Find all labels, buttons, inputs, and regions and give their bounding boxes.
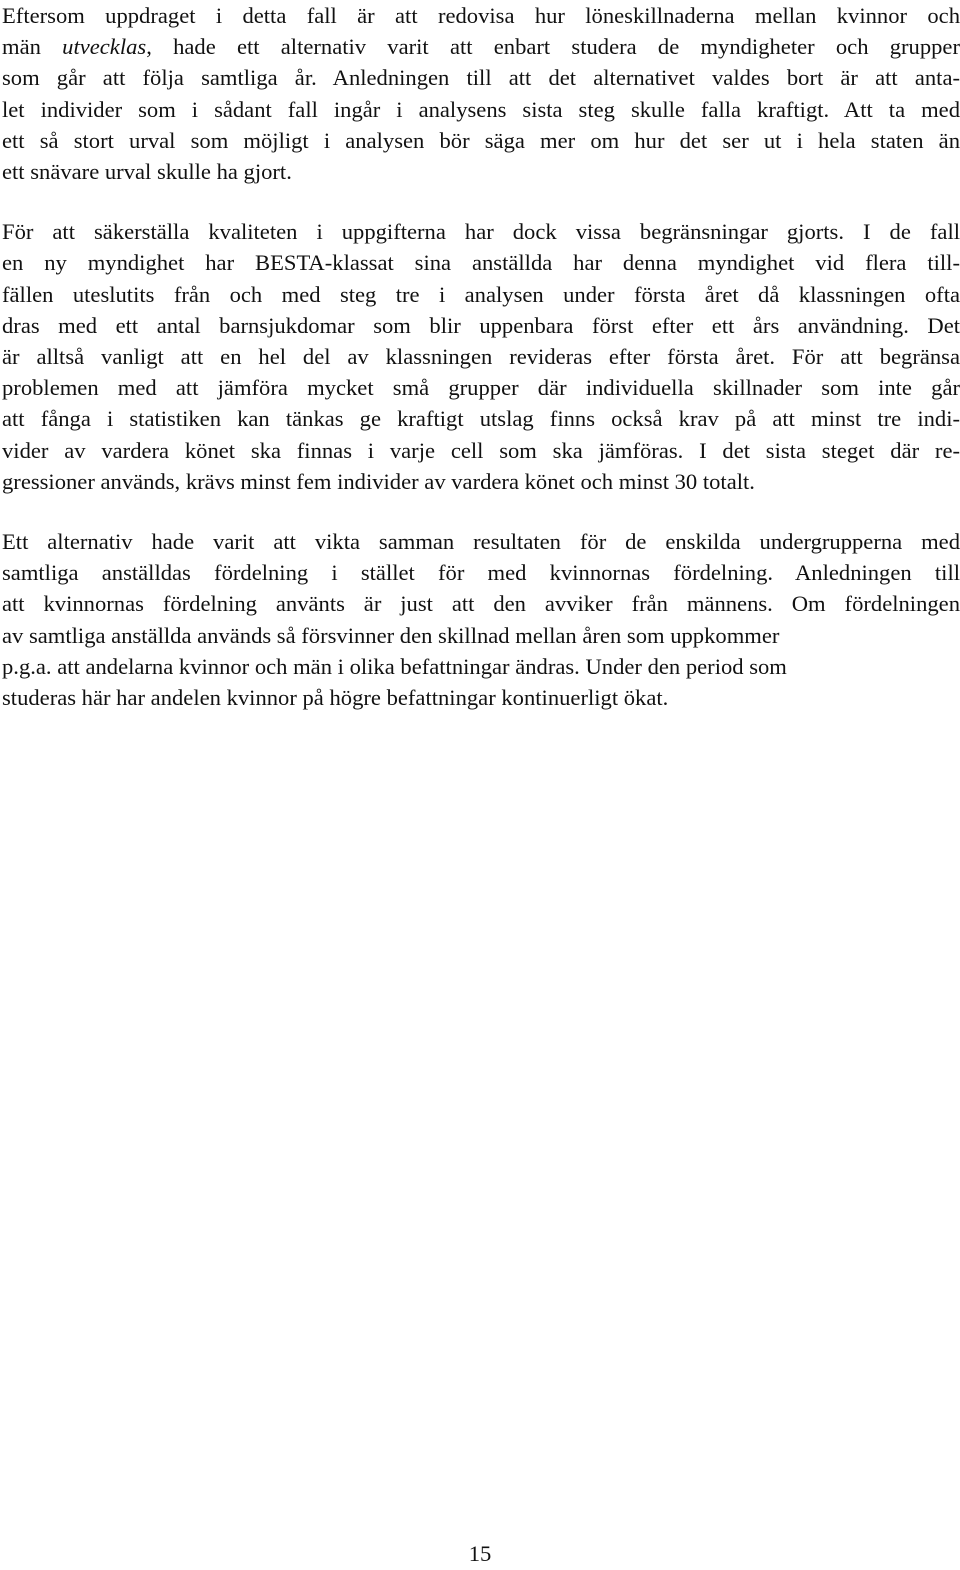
text-segment: som går att följa samtliga år. Anledningen till att det alternativet valdes bort är att anta- [2,65,960,91]
text-line [2,62,960,93]
text-segment: av samtliga anställda används så försvinner den skillnad mellan åren som uppkommer [2,622,780,648]
text-segment: män [2,34,63,60]
text-line [2,125,960,156]
text-line [2,0,960,31]
text-line [2,620,960,651]
text-line [2,526,960,557]
text-segment: problemen med att jämföra mycket små grupper där individuella skillnader som inte går [2,375,960,401]
text-line [2,341,960,372]
text-line [2,216,960,247]
text-segment: let individer som i sådant fall ingår i analysens sista steg skulle falla kraftigt. Att ta med [2,96,960,122]
text-segment: Ett alternativ hade varit att vikta samman resultaten för de enskilda undergrupperna med [2,529,960,555]
text-line [2,156,960,187]
text-line [2,31,960,62]
text-segment: att fånga i statistiken kan tänkas ge kraftigt utslag finns också krav på att minst tre indi- [2,406,960,432]
text-line [2,279,960,310]
text-line [2,682,960,713]
text-segment: För att säkerställa kvaliteten i uppgifterna har dock vissa begränsningar gjorts. I de fall [2,219,960,245]
text-line [2,435,960,466]
text-segment: är alltså vanligt att en hel del av klassningen revideras efter första året. För att begränsa [2,344,960,370]
text-line [2,310,960,341]
text-segment: , hade ett alternativ varit att enbart studera de myndigheter och grupper [146,34,960,60]
text-line [2,466,960,497]
text-segment: att kvinnornas fördelning använts är just att den avviker från männens. Om fördelningen [2,591,960,617]
text-segment: dras med ett antal barnsjukdomar som blir uppenbara först efter ett års användning. Det [2,312,960,338]
paragraph [2,216,960,497]
text-segment: samtliga anställdas fördelning i stället för med kvinnornas fördelning. Anledningen till [2,560,960,586]
paragraph [2,526,960,713]
text-line [2,588,960,619]
document-body [2,0,960,713]
text-segment: en ny myndighet har BESTA-klassat sina anställda har denna myndighet vid flera till- [2,250,960,276]
text-segment: studeras här har andelen kvinnor på högre befattningar kontinuerligt ökat. [2,685,669,711]
text-line [2,94,960,125]
text-segment: p.g.a. att andelarna kvinnor och män i olika befattningar ändras. Under den period som [2,653,787,679]
emphasis-text: utvecklas [62,34,147,60]
text-segment: gressioner används, krävs minst fem individer av vardera könet och minst 30 totalt. [2,468,755,494]
text-segment: ett snävare urval skulle ha gjort. [2,159,292,185]
page-number: 15 [468,1541,492,1566]
text-segment: fällen uteslutits från och med steg tre i analysen under första året då klassningen ofta [2,281,960,307]
text-line [2,403,960,434]
text-line [2,247,960,278]
paragraph [2,0,960,187]
text-line [2,557,960,588]
text-segment: vider av vardera könet ska finnas i varje cell som ska jämföras. I det sista steget där re- [2,437,960,463]
text-line [2,651,960,682]
text-line [2,372,960,403]
text-segment: Eftersom uppdraget i detta fall är att redovisa hur löneskillnaderna mellan kvinnor och [2,3,960,28]
text-segment: ett så stort urval som möjligt i analysen bör säga mer om hur det ser ut i hela staten än [2,127,960,153]
